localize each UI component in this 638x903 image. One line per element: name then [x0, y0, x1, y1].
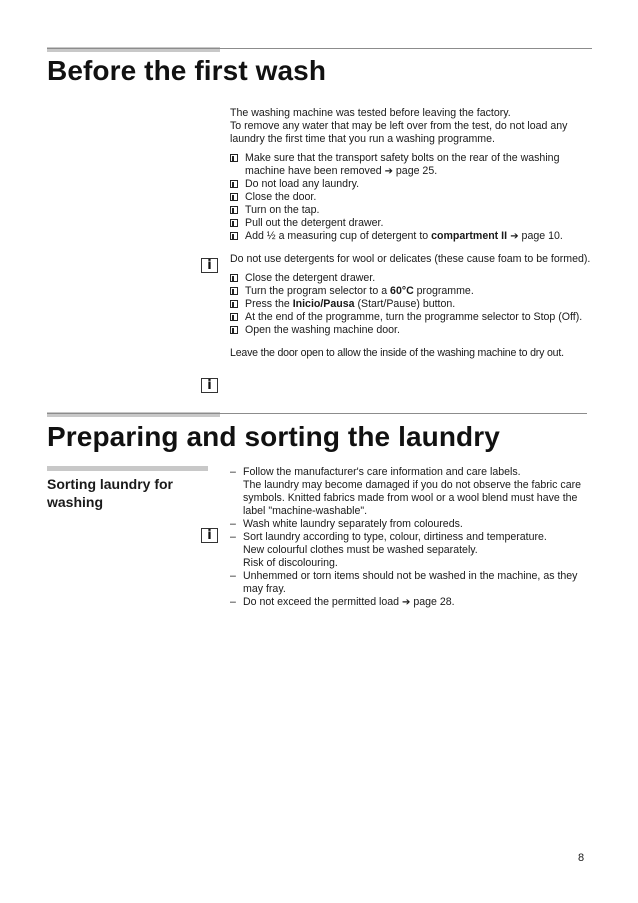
section-body — [230, 107, 592, 366]
checkbox-icon — [230, 219, 238, 227]
checkbox-icon — [230, 232, 238, 240]
sorting-list-body — [230, 466, 592, 609]
subsection-heading: Sorting laundry for washing — [47, 476, 173, 510]
checkbox-icon — [230, 326, 238, 334]
list-item: Open the washing machine door. — [230, 324, 592, 337]
arrow-icon: ➔ — [384, 166, 393, 177]
checkbox-icon — [230, 154, 238, 162]
list-item: Pull out the detergent drawer. — [230, 217, 592, 230]
list-item: Close the detergent drawer. — [230, 272, 592, 285]
info-icon: i — [201, 378, 218, 393]
page-number: 8 — [578, 852, 585, 864]
checkbox-icon — [230, 313, 238, 321]
intro-paragraph — [230, 107, 592, 146]
list-item: – Follow the manufacturer's care information and care labels. The laundry may become damaged if you do not observe the fabric care symbols. Knitted fabrics made from wool or a wool blend must have the label "machine-washable". — [230, 466, 582, 517]
section-rule — [47, 413, 587, 414]
list-item: – Unhemmed or torn items should not be washed in the machine, as they may fray. — [230, 570, 578, 595]
list-item: – Sort laundry according to type, colour, dirtiness and temperature. New colourful clothes must be washed separately. Risk of discolouring. — [230, 531, 547, 569]
list-item: Press the Inicio/Pausa (Start/Pause) button. — [230, 298, 592, 311]
list-item: Make sure that the transport safety bolts on the rear of the washing machine have been removed ➔ page 25. — [230, 152, 592, 178]
steps-list — [230, 272, 592, 337]
section-title: Preparing and sorting the laundry — [47, 421, 500, 452]
list-item: Add ½ a measuring cup of detergent to compartment II ➔ page 10. — [230, 230, 592, 243]
steps-list — [230, 152, 592, 243]
list-item: Turn the program selector to a 60°C programme. — [230, 285, 592, 298]
checkbox-icon — [230, 287, 238, 295]
section-rule — [47, 48, 592, 49]
intro-line: To remove any water that may be left over from the test, do not load any laundry the first time that you run a washing programme. — [230, 120, 568, 145]
info-icon: i — [201, 258, 218, 273]
info-note: Leave the door open to allow the inside of the washing machine to dry out. — [230, 347, 564, 359]
list-item: – Do not exceed the permitted load ➔ page 28. — [230, 596, 455, 608]
intro-line: The washing machine was tested before leaving the factory. — [230, 107, 511, 119]
checkbox-icon — [230, 300, 238, 308]
checkbox-icon — [230, 274, 238, 282]
sorting-list — [230, 466, 592, 609]
arrow-icon: ➔ — [402, 597, 411, 608]
list-item: Turn on the tap. — [230, 204, 592, 217]
info-note: Do not use detergents for wool or delicates (these cause foam to be formed). — [230, 253, 591, 265]
list-item: – Wash white laundry separately from coloureds. — [230, 518, 463, 530]
list-item: At the end of the programme, turn the programme selector to Stop (Off). — [230, 311, 592, 324]
subsection-rule — [47, 466, 208, 471]
info-icon: i — [201, 528, 218, 543]
arrow-icon: ➔ — [507, 231, 519, 242]
list-item: Do not load any laundry. — [230, 178, 592, 191]
list-item: Close the door. — [230, 191, 592, 204]
section-title: Before the first wash — [47, 55, 327, 86]
checkbox-icon — [230, 193, 238, 201]
checkbox-icon — [230, 180, 238, 188]
checkbox-icon — [230, 206, 238, 214]
